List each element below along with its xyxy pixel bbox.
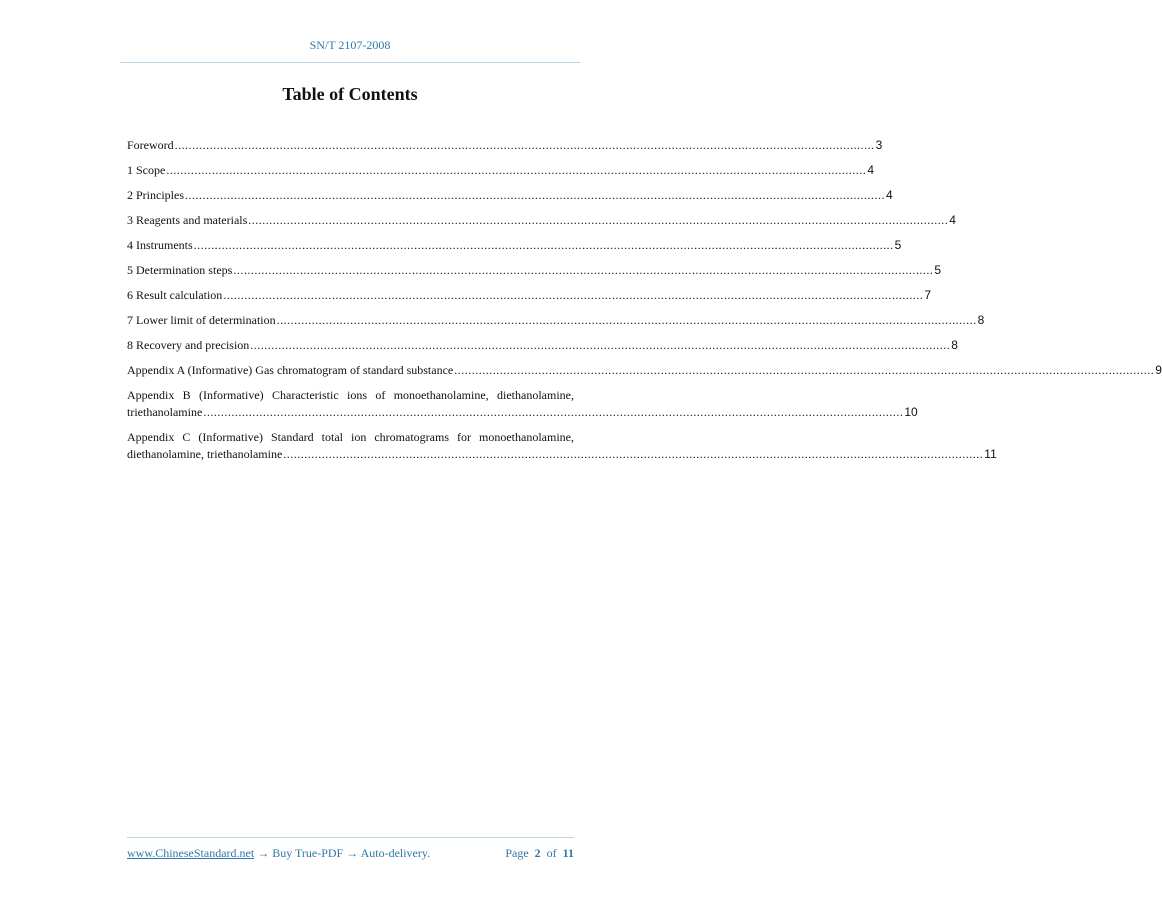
toc-entry-label: 8 Recovery and precision bbox=[127, 338, 250, 352]
toc-leader-dots: ........................................................................................................................................................................................................ bbox=[193, 238, 894, 252]
toc-entry-page: 11 bbox=[984, 447, 997, 461]
toc-entry-foreword[interactable] bbox=[127, 137, 883, 154]
toc-entry-lower-limit[interactable] bbox=[127, 312, 985, 329]
toc-entry-label: 3 Reagents and materials bbox=[127, 213, 248, 227]
toc-entry-label: Appendix A (Informative) Gas chromatogram of standard substance bbox=[127, 363, 454, 377]
footer-divider bbox=[127, 837, 574, 838]
table-of-contents bbox=[127, 137, 1162, 471]
toc-entry-label: Appendix C (Informative) Standard total ion chromatograms for monoethanolamine, bbox=[127, 430, 574, 444]
toc-entry-label: Foreword bbox=[127, 138, 174, 152]
toc-entry-label: Appendix B (Informative) Characteristic ions of monoethanolamine, diethanolamine, bbox=[127, 388, 574, 402]
toc-entry-determination-steps[interactable] bbox=[127, 262, 941, 279]
toc-leader-dots: ........................................................................................................................................................................................................ bbox=[223, 288, 924, 302]
website-link[interactable]: www.ChineseStandard.net bbox=[127, 846, 255, 860]
toc-entry-label-continued: triethanolamine bbox=[127, 405, 203, 419]
page-current: 2 bbox=[534, 846, 541, 860]
toc-entry-label: 7 Lower limit of determination bbox=[127, 313, 276, 327]
toc-entry-label: 6 Result calculation bbox=[127, 288, 223, 302]
toc-leader-dots: ........................................................................................................................................................................................................ bbox=[166, 163, 867, 177]
toc-entry-page: 9 bbox=[1155, 363, 1162, 377]
toc-entry-page: 10 bbox=[904, 405, 918, 419]
toc-leader-dots: ........................................................................................................................................................................................................ bbox=[233, 263, 934, 277]
toc-entry-page: 8 bbox=[951, 338, 958, 352]
toc-entry-label: 1 Scope bbox=[127, 163, 166, 177]
page-footer bbox=[127, 846, 574, 861]
toc-entry-scope[interactable] bbox=[127, 162, 875, 179]
toc-leader-dots: ........................................................................................................................................................................................................ bbox=[203, 405, 904, 419]
toc-entry-appendix-c[interactable] bbox=[127, 429, 997, 463]
toc-entry-recovery-precision[interactable] bbox=[127, 337, 958, 354]
toc-entry-reagents[interactable] bbox=[127, 212, 956, 229]
toc-leader-dots: ........................................................................................................................................................................................................ bbox=[250, 338, 951, 352]
toc-leader-dots: ........................................................................................................................................................................................................ bbox=[454, 363, 1155, 377]
page-total: 11 bbox=[562, 846, 574, 860]
toc-entry-page: 3 bbox=[875, 138, 883, 152]
toc-leader-dots: ........................................................................................................................................................................................................ bbox=[174, 138, 875, 152]
toc-entry-appendix-b[interactable] bbox=[127, 387, 918, 421]
page-prefix: Page bbox=[505, 846, 529, 860]
document-code-header: SN/T 2107-2008 bbox=[309, 38, 391, 52]
toc-entry-result-calculation[interactable] bbox=[127, 287, 931, 304]
toc-entry-page: 8 bbox=[977, 313, 985, 327]
footer-promo-text: → Buy True-PDF → Auto-delivery. bbox=[254, 846, 431, 860]
toc-entry-page: 5 bbox=[894, 238, 902, 252]
toc-entry-page: 5 bbox=[934, 263, 941, 277]
toc-leader-dots: ........................................................................................................................................................................................................ bbox=[283, 447, 984, 461]
toc-entry-page: 4 bbox=[949, 213, 956, 227]
toc-entry-principles[interactable] bbox=[127, 187, 893, 204]
toc-entry-label: 4 Instruments bbox=[127, 238, 193, 252]
toc-entry-label: 5 Determination steps bbox=[127, 263, 233, 277]
toc-leader-dots: ........................................................................................................................................................................................................ bbox=[248, 213, 949, 227]
toc-entry-page: 4 bbox=[886, 188, 893, 202]
toc-entry-page: 7 bbox=[924, 288, 931, 302]
header-divider bbox=[120, 62, 580, 63]
page-number bbox=[505, 846, 574, 861]
toc-entry-appendix-a[interactable] bbox=[127, 362, 1162, 379]
toc-entry-label-continued: diethanolamine, triethanolamine bbox=[127, 447, 283, 461]
page-title: Table of Contents bbox=[282, 84, 418, 104]
toc-entry-label: 2 Principles bbox=[127, 188, 184, 202]
toc-entry-instruments[interactable] bbox=[127, 237, 902, 254]
toc-leader-dots: ........................................................................................................................................................................................................ bbox=[276, 313, 977, 327]
toc-entry-page: 4 bbox=[867, 163, 875, 177]
page-of: of bbox=[546, 846, 557, 860]
toc-leader-dots: ........................................................................................................................................................................................................ bbox=[185, 188, 885, 202]
footer-promo bbox=[127, 846, 430, 861]
